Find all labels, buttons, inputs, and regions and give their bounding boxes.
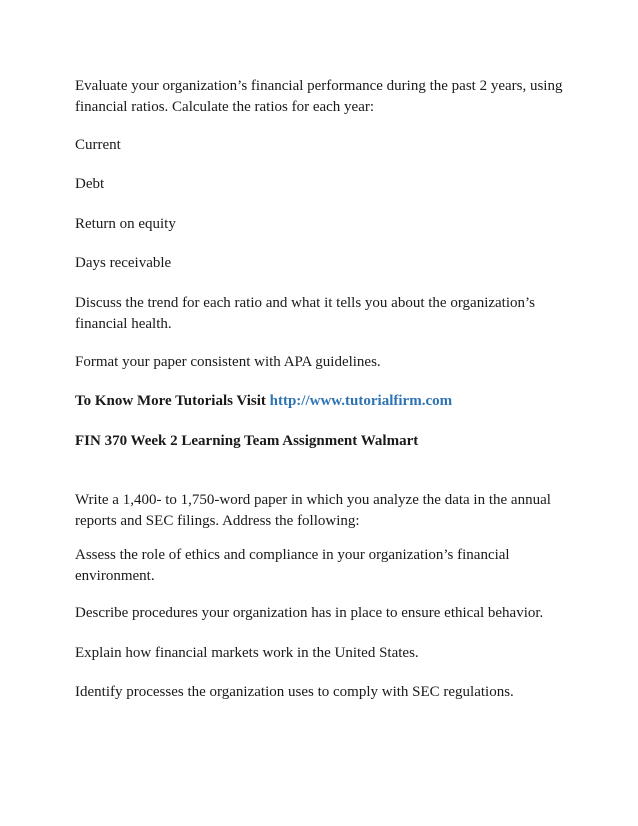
ratio-return-on-equity: Return on equity: [75, 216, 176, 232]
assignment-title: FIN 370 Week 2 Learning Team Assignment Walmart: [75, 433, 419, 449]
identify-paragraph: Identify processes the organization uses to comply with SEC regulations.: [75, 684, 514, 700]
ratio-current: Current: [75, 137, 121, 153]
describe-paragraph: Describe procedures your organization has in place to ensure ethical behavior.: [75, 605, 544, 621]
tutorials-line: [75, 391, 565, 412]
explain-paragraph: Explain how financial markets work in the United States.: [75, 645, 419, 661]
ratio-days-receivable: Days receivable: [75, 255, 172, 271]
intro-paragraph: Evaluate your organization’s financial performance during the past 2 years, using financial ratios. Calculate the ratios for each year:: [75, 78, 563, 115]
tutorials-text: To Know More Tutorials Visit: [75, 393, 270, 409]
discuss-paragraph: Discuss the trend for each ratio and what it tells you about the organization’s financial health.: [75, 295, 536, 332]
tutorials-link[interactable]: http://www.tutorialfirm.com: [269, 393, 453, 409]
assess-paragraph: Assess the role of ethics and compliance in your organization’s financial environment.: [75, 547, 510, 584]
ratio-debt: Debt: [75, 176, 105, 192]
write-paragraph: Write a 1,400- to 1,750-word paper in which you analyze the data in the annual reports and SEC filings. Address the following:: [75, 492, 551, 529]
format-paragraph: Format your paper consistent with APA guidelines.: [75, 354, 381, 370]
